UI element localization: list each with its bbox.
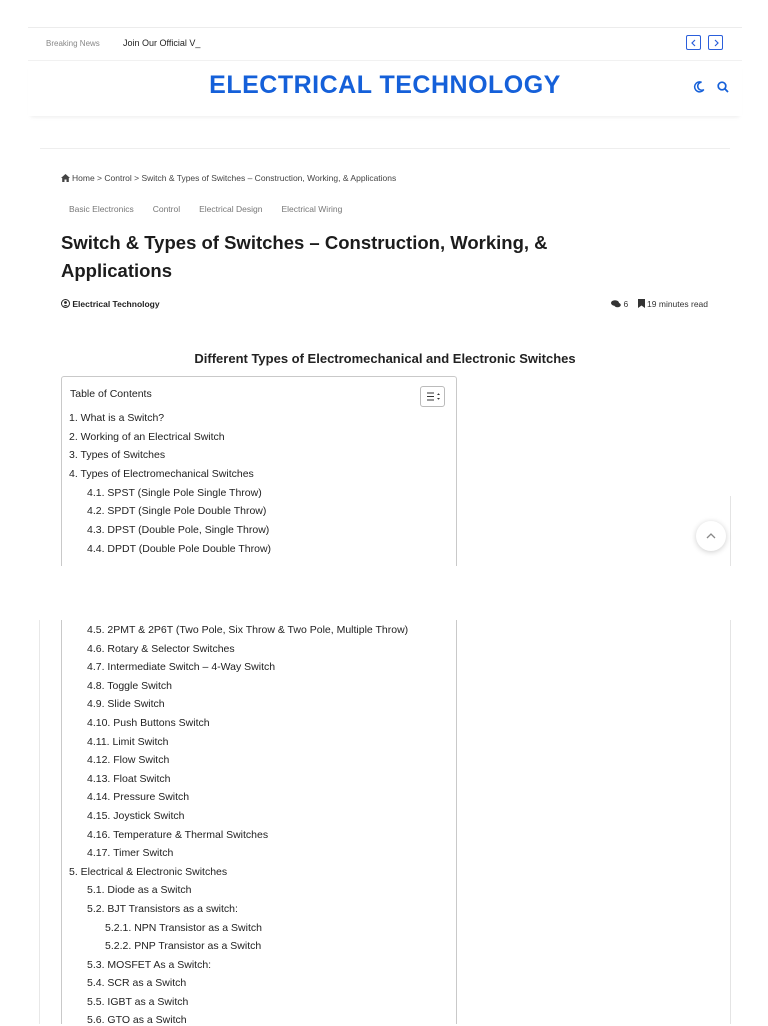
chevron-up-icon [696,521,726,551]
toc-item[interactable]: 4.13. Float Switch [87,773,171,785]
category-tag[interactable]: Basic Electronics [69,204,134,214]
toc-item[interactable]: 3. Types of Switches [69,449,166,461]
toc-item[interactable]: 4.6. Rotary & Selector Switches [87,643,235,655]
toc-item[interactable]: 4.12. Flow Switch [87,754,170,766]
comments-icon [611,300,621,308]
breaking-news-headline[interactable]: Join Our Official V_ [123,38,201,48]
breadcrumb-text[interactable]: Home > Control > Switch & Types of Switches – Construction, Working, & Applications [72,173,397,183]
list-icon [421,387,444,406]
read-time: 19 minutes read [647,299,708,309]
category-tag[interactable]: Electrical Design [199,204,263,214]
bookmark-icon [638,299,645,308]
scroll-to-top-button[interactable] [696,521,726,551]
toc-item[interactable]: 1. What is a Switch? [69,412,165,424]
post-meta [611,299,708,309]
card-edge [730,496,731,566]
post-author[interactable] [61,299,160,309]
toc-item[interactable]: 4. Types of Electromechanical Switches [69,468,254,480]
toc-item[interactable]: 4.17. Timer Switch [87,847,174,859]
category-tag[interactable]: Control [152,204,181,214]
toc-item[interactable]: 4.10. Push Buttons Switch [87,717,210,729]
toc-item[interactable]: 4.7. Intermediate Switch – 4-Way Switch [87,661,276,673]
card-edge [730,620,731,1024]
search-icon[interactable] [716,80,730,94]
toc-item[interactable]: 2. Working of an Electrical Switch [69,431,225,443]
chevron-left-icon [690,39,698,47]
comment-count[interactable]: 6 [623,299,629,309]
moon-icon[interactable] [692,80,706,94]
toc-item[interactable]: 4.8. Toggle Switch [87,680,173,692]
breadcrumb[interactable] [61,173,396,183]
user-icon [61,299,70,308]
toc-item[interactable]: 5.2. BJT Transistors as a switch: [87,903,238,915]
toc-item[interactable]: 4.15. Joystick Switch [87,810,185,822]
toc-item[interactable]: 5.2.1. NPN Transistor as a Switch [105,922,262,934]
table-of-contents-continued [61,620,457,1024]
toc-item[interactable]: 4.16. Temperature & Thermal Switches [87,829,269,841]
post-title: Switch & Types of Switches – Construction, Working, & Applications [61,232,548,281]
toc-item[interactable]: 5.5. IGBT as a Switch [87,996,189,1008]
page-gap [0,566,768,620]
toc-item[interactable]: 4.1. SPST (Single Pole Single Throw) [87,487,262,499]
toc-item[interactable]: 4.4. DPDT (Double Pole Double Throw) [87,543,272,555]
toc-item[interactable]: 5.1. Diode as a Switch [87,884,192,896]
toc-item[interactable]: 5. Electrical & Electronic Switches [69,866,228,878]
breaking-news-bar [28,27,742,61]
home-icon [61,174,70,182]
toc-item[interactable]: 5.3. MOSFET As a Switch: [87,959,212,971]
toc-item[interactable]: 4.11. Limit Switch [87,736,169,748]
toc-item[interactable]: 5.6. GTO as a Switch [87,1014,187,1026]
author-name[interactable]: Electrical Technology [72,299,160,309]
breaking-news-label: Breaking News [46,39,100,48]
breaking-next-button[interactable] [708,35,723,50]
card-edge [39,620,40,1024]
site-logo[interactable]: ELECTRICAL TECHNOLOGY [209,71,561,99]
toc-item[interactable]: 4.9. Slide Switch [87,698,165,710]
table-of-contents [61,376,457,566]
toc-item[interactable]: 4.5. 2PMT & 2P6T (Two Pole, Six Throw & Two Pole, Multiple Throw) [87,624,409,636]
chevron-right-icon [712,39,720,47]
toc-item[interactable]: 5.4. SCR as a Switch [87,977,187,989]
toc-toggle-button[interactable] [420,386,445,407]
toc-item[interactable]: 4.2. SPDT (Single Pole Double Throw) [87,505,267,517]
figure-caption: Different Types of Electromechanical and Electronic Switches [194,351,576,366]
category-tag[interactable]: Electrical Wiring [281,204,343,214]
toc-title: Table of Contents [70,388,152,400]
category-tags [61,200,353,218]
toc-item[interactable]: 5.2.2. PNP Transistor as a Switch [105,940,262,952]
toc-item[interactable]: 4.14. Pressure Switch [87,791,190,803]
toc-item[interactable]: 4.3. DPST (Double Pole, Single Throw) [87,524,270,536]
site-header [28,60,742,116]
breaking-prev-button[interactable] [686,35,701,50]
